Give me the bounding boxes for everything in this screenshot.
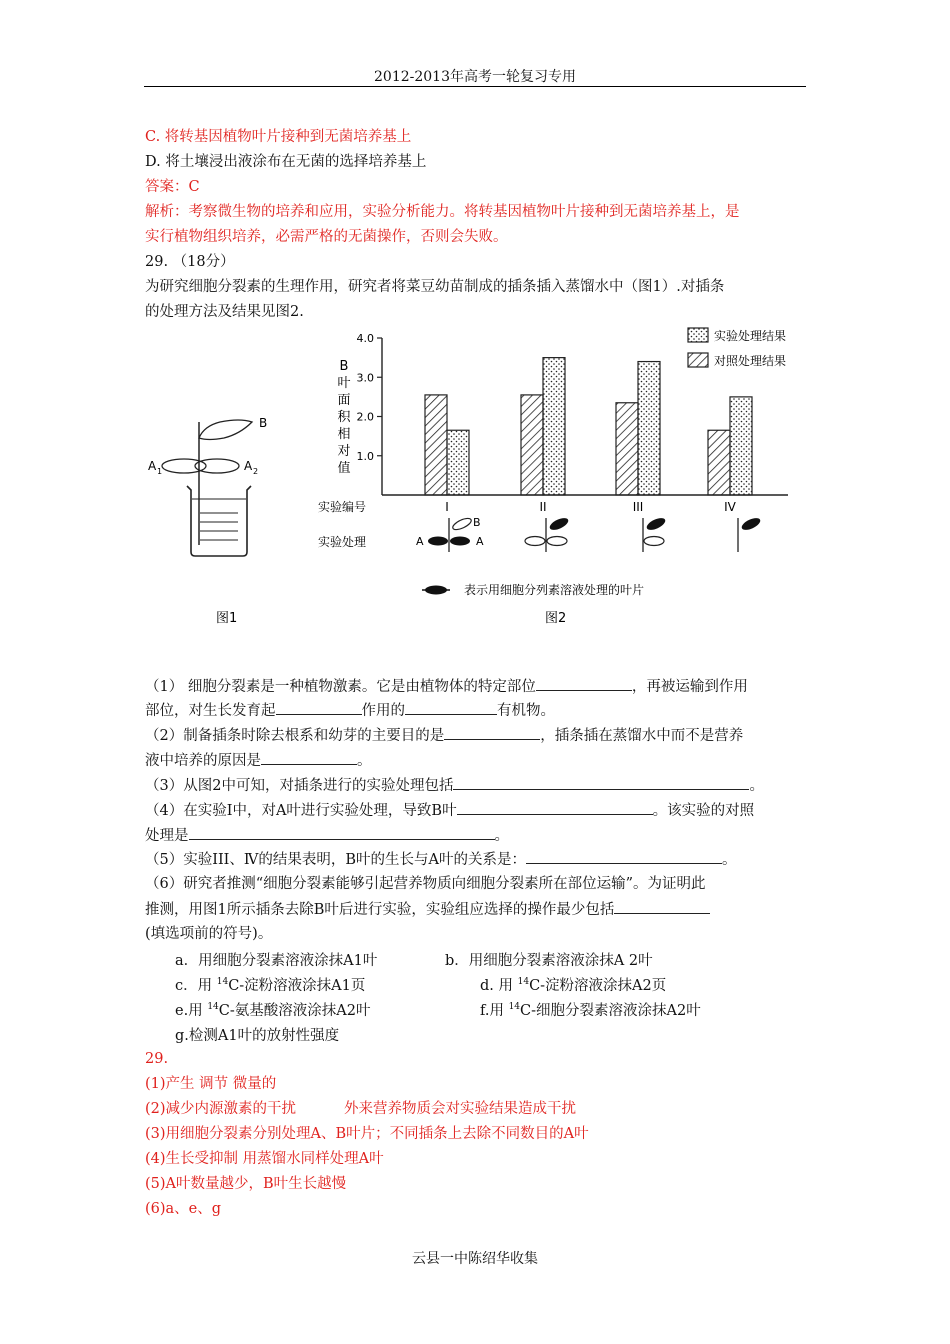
legend-exp-label: 实验处理结果	[714, 329, 787, 343]
option-b: b．用细胞分裂素溶液涂抹A 2叶	[445, 953, 653, 969]
beaker	[187, 486, 251, 556]
bars	[425, 358, 752, 495]
q5-line: （5）实验III、Ⅳ的结果表明，B叶的生长与A叶的关系是： 。	[145, 849, 737, 870]
leaf-a2	[195, 459, 239, 473]
q1-line-2: 部位，对生长发育起 作用的 有机物。	[145, 700, 555, 721]
figure-2	[310, 320, 810, 630]
figure-2-label: 图2	[545, 611, 567, 626]
blank-q3	[453, 775, 749, 790]
bar-control-1	[425, 395, 447, 495]
page-header: 2012-2013年高考一轮复习专用	[374, 69, 576, 85]
leaf-b	[199, 420, 252, 440]
q3-line: （3）从图2中可知，对插条进行的实验处理包括 。	[145, 775, 764, 796]
option-g: g.检测A1叶的放射性强度	[175, 1028, 340, 1044]
option-f: f.用 $^{14}$C-细胞分裂素溶液涂抹A2叶	[480, 1002, 701, 1019]
q4-line-1: （4）在实验Ⅰ中，对A叶进行实验处理，导致B叶 。该实验的对照	[145, 800, 754, 821]
q1-line-1: （1） 细胞分裂素是一种植物激素。它是由植物体的特定部位 ，再被运输到作用	[145, 676, 748, 697]
treatment-1	[416, 516, 484, 552]
x-tick-label: I	[445, 500, 449, 514]
note-text: 表示用细胞分列素溶液处理的叶片	[464, 583, 645, 597]
question-29-heading: 29. （18分）	[145, 254, 235, 270]
treat-a-left-label: A	[416, 535, 424, 548]
q2-line-2: 液中培养的原因是 。	[145, 750, 372, 771]
leaf-a2-label: A	[244, 459, 253, 473]
x-tick-label: IV	[724, 500, 736, 514]
option-e: e.用 $^{14}$C-氨基酸溶液涂抹A2叶	[175, 1002, 371, 1019]
leaf-a1-sub: 1	[157, 467, 163, 476]
option-c-line: C. 将转基因植物叶片接种到无菌培养基上	[145, 129, 412, 145]
answer-line: 答案：C	[145, 179, 200, 195]
bar-experiment-4	[730, 397, 752, 495]
figure-1	[140, 400, 310, 630]
answer-3: (3)用细胞分裂素分别处理A、B叶片；不同插条上去除不同数目的A叶	[145, 1126, 589, 1142]
legend-ctrl-label: 对照处理结果	[714, 354, 787, 368]
q6-line-3: (填选项前的符号)。	[145, 926, 273, 942]
answer-5: (5)A叶数量越少，B叶生长越慢	[145, 1176, 347, 1192]
bar-control-4	[708, 430, 730, 495]
y-label-char: 面	[337, 393, 351, 408]
bar-experiment-3	[638, 362, 660, 495]
treat-b-label: B	[473, 516, 481, 529]
blank-q2-1	[444, 725, 540, 740]
bar-experiment-1	[447, 430, 469, 495]
blank-q1-3	[405, 700, 497, 715]
blank-q4-2	[189, 825, 495, 840]
blank-q1-2	[276, 700, 362, 715]
option-d-line: D. 将土壤浸出液涂布在无菌的选择培养基上	[145, 154, 427, 170]
row-label-exp-no: 实验编号	[318, 500, 367, 514]
y-label-char: 积	[337, 410, 351, 425]
y-ticks	[357, 332, 383, 463]
explanation-line-2: 实行植物组织培养，必需严格的无菌操作，否则会失败。	[145, 229, 508, 245]
blank-q4-1	[457, 800, 653, 815]
blank-q6	[614, 899, 710, 914]
option-d: d. 用 $^{14}$C-淀粉溶液涂抹A2页	[480, 977, 667, 994]
treatment-3	[643, 516, 667, 552]
figure-1-label: 图1	[216, 611, 238, 626]
blank-q2-2	[261, 750, 357, 765]
y-label-char: 叶	[337, 376, 351, 391]
explanation-line-1: 解析：考察微生物的培养和应用，实验分析能力。将转基因植物叶片接种到无菌培养基上，是	[145, 204, 740, 220]
question-stem-1: 为研究细胞分裂素的生理作用，研究者将菜豆幼苗制成的插条插入蒸馏水中（图1）.对插条	[145, 279, 725, 295]
y-label-char: 相	[337, 427, 351, 442]
answer-2: (2)减少内源激素的干扰 外来营养物质会对实验结果造成干扰	[145, 1101, 577, 1117]
y-axis-label	[337, 359, 351, 476]
y-tick-label: 3.0	[356, 371, 374, 385]
bar-control-3	[616, 403, 638, 495]
blank-q5	[526, 849, 722, 864]
x-tick-label: II	[539, 500, 547, 514]
answer-6: (6)a、e、g	[145, 1201, 222, 1217]
treatment-4	[738, 516, 762, 552]
y-label-char: 值	[337, 461, 351, 476]
leaf-b-label: B	[259, 416, 268, 430]
bar-control-2	[521, 395, 543, 495]
question-stem-2: 的处理方法及结果见图2.	[145, 304, 304, 320]
q6-line-2: 推测，用图1所示插条去除B叶后进行实验，实验组应选择的操作最少包括	[145, 899, 710, 920]
row-label-treatment: 实验处理	[318, 535, 367, 549]
y-label-char: 对	[337, 444, 351, 459]
bar-experiment-2	[543, 358, 565, 495]
legend-ctrl-swatch	[688, 353, 708, 367]
option-a: a．用细胞分裂素溶液涂抹A1叶	[175, 953, 378, 969]
option-c: c．用 $^{14}$C-淀粉溶液涂抹A1页	[175, 977, 366, 994]
q4-line-2: 处理是 。	[145, 825, 509, 846]
q6-line-1: （6）研究者推测“细胞分裂素能够引起营养物质向细胞分裂素所在部位运输”。为证明此	[145, 876, 706, 892]
x-ticks	[445, 500, 736, 514]
leaf-a2-sub: 2	[253, 467, 259, 476]
blank-q1-1	[536, 676, 632, 691]
legend-exp-swatch	[688, 328, 708, 342]
y-tick-label: 1.0	[356, 449, 374, 463]
treatment-2	[525, 516, 570, 552]
y-tick-label: 2.0	[356, 410, 374, 424]
y-tick-label: 4.0	[356, 332, 374, 345]
x-tick-label: III	[632, 500, 644, 514]
answer-number: 29.	[145, 1051, 169, 1067]
page-footer: 云县一中陈绍华收集	[412, 1251, 538, 1267]
q2-line-1: （2）制备插条时除去根系和幼芽的主要目的是 ，插条插在蒸馏水中而不是营养	[145, 725, 743, 746]
answer-1: (1)产生 调节 微量的	[145, 1076, 277, 1092]
header-rule	[144, 86, 806, 87]
y-label-char: B	[339, 359, 349, 374]
treat-a-right-label: A	[476, 535, 484, 548]
leaf-a1-label: A	[148, 459, 157, 473]
answer-4: (4)生长受抑制 用蒸馏水同样处理A叶	[145, 1151, 384, 1167]
